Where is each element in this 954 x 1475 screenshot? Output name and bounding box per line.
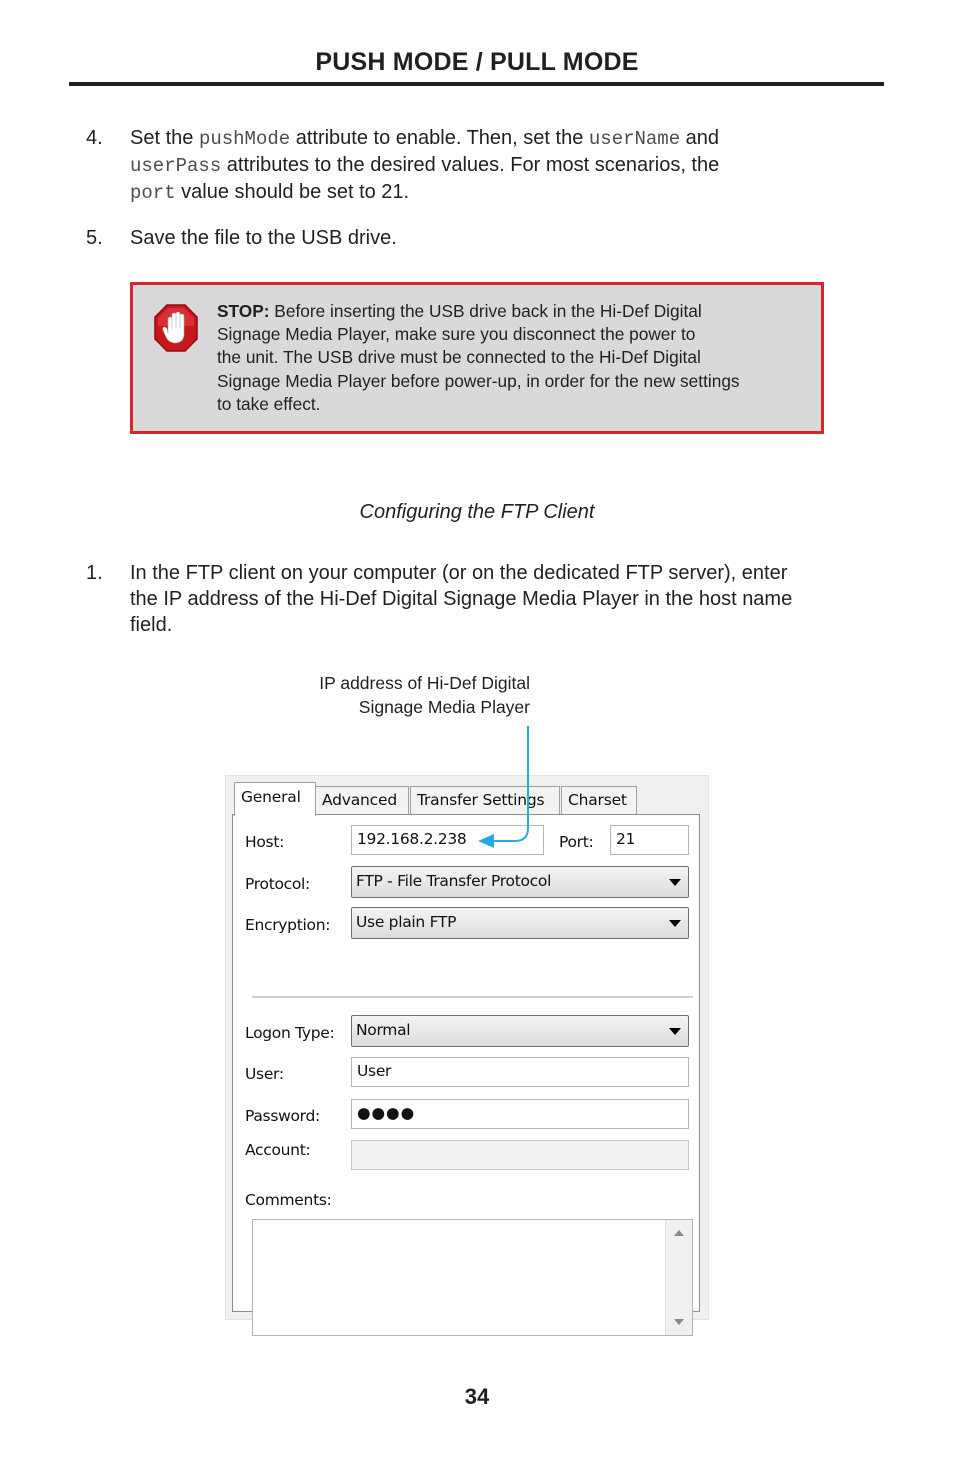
step-number: 1. [86, 562, 103, 584]
callout-line: IP address of Hi-Def Digital [319, 673, 530, 693]
encryption-select[interactable] [351, 907, 689, 939]
step-text: value should be set to 21. [175, 181, 410, 203]
stop-label: STOP: [217, 301, 270, 321]
logon-type-select[interactable] [351, 1015, 689, 1047]
step-body [130, 560, 870, 638]
ftp-site-dialog [225, 775, 709, 1320]
step-5 [86, 225, 886, 253]
chevron-down-icon [669, 879, 681, 886]
logon-type-label: Logon Type: [245, 1024, 335, 1042]
page-number: 34 [464, 1384, 490, 1409]
chevron-down-icon [669, 920, 681, 927]
step-text: attribute to enable. Then, set the [290, 127, 589, 149]
stop-line: the unit. The USB drive must be connected to the Hi-Def Digital [217, 347, 701, 368]
port-input[interactable]: 21 [610, 825, 689, 855]
comments-scrollbar[interactable] [665, 1220, 692, 1335]
title-rule [69, 82, 884, 86]
password-input[interactable]: ●●●● [351, 1099, 689, 1129]
comments-textarea[interactable] [252, 1219, 693, 1336]
user-input[interactable]: User [351, 1057, 689, 1087]
step-4 [86, 125, 886, 205]
code-username: userName [588, 128, 681, 150]
code-userpass: userPass [130, 155, 222, 177]
tab-transfer-settings[interactable]: Transfer Settings [410, 786, 560, 814]
step-body [130, 125, 870, 206]
chevron-down-icon [669, 1028, 681, 1035]
stop-line: Before inserting the USB drive back in the Hi-Def Digital [269, 301, 702, 321]
tab-advanced[interactable]: Advanced [315, 786, 409, 814]
stop-line: Signage Media Player, make sure you disconnect the power to [217, 324, 696, 345]
step-text: and [680, 127, 720, 149]
tab-charset[interactable]: Charset [561, 786, 637, 814]
scroll-up-icon[interactable] [674, 1230, 684, 1236]
comments-label: Comments: [245, 1191, 332, 1209]
step-text: attributes to the desired values. For most scenarios, the [221, 154, 720, 176]
page-title: PUSH MODE / PULL MODE [315, 48, 639, 76]
protocol-select[interactable] [351, 866, 689, 898]
stop-text [217, 300, 812, 416]
step-text: Set the [130, 127, 199, 149]
encryption-label: Encryption: [245, 916, 331, 934]
scroll-down-icon[interactable] [674, 1319, 684, 1325]
protocol-value: FTP - File Transfer Protocol [356, 872, 552, 890]
user-label: User: [245, 1065, 284, 1083]
step-text: In the FTP client on your computer (or on the dedicated FTP server), enter [130, 562, 788, 584]
password-label: Password: [245, 1107, 320, 1125]
stop-hand-icon [154, 304, 198, 352]
stop-line: Signage Media Player before power-up, in order for the new settings [217, 370, 740, 391]
host-input[interactable]: 192.168.2.238 [351, 825, 544, 855]
host-label: Host: [245, 833, 285, 851]
step-text: the IP address of the Hi-Def Digital Signage Media Player in the host name [130, 588, 793, 610]
stop-note [130, 282, 824, 434]
step-text: field. [130, 614, 173, 636]
step-body: Save the file to the USB drive. [130, 227, 397, 249]
tab-general[interactable]: General [234, 782, 316, 816]
code-port: port [130, 182, 176, 204]
general-panel [232, 814, 700, 1312]
section-caption: Configuring the FTP Client [359, 501, 595, 523]
protocol-label: Protocol: [245, 875, 310, 893]
separator [252, 996, 693, 999]
port-label: Port: [559, 833, 594, 851]
encryption-value: Use plain FTP [356, 913, 457, 931]
callout-label [240, 671, 530, 719]
step-number: 4. [86, 127, 103, 149]
stop-line: to take effect. [217, 393, 321, 414]
account-input [351, 1140, 689, 1170]
step-1 [86, 560, 886, 640]
callout-line: Signage Media Player [358, 697, 530, 717]
logon-type-value: Normal [356, 1021, 411, 1039]
account-label: Account: [245, 1141, 311, 1159]
code-pushmode: pushMode [198, 128, 291, 150]
step-number: 5. [86, 227, 103, 249]
